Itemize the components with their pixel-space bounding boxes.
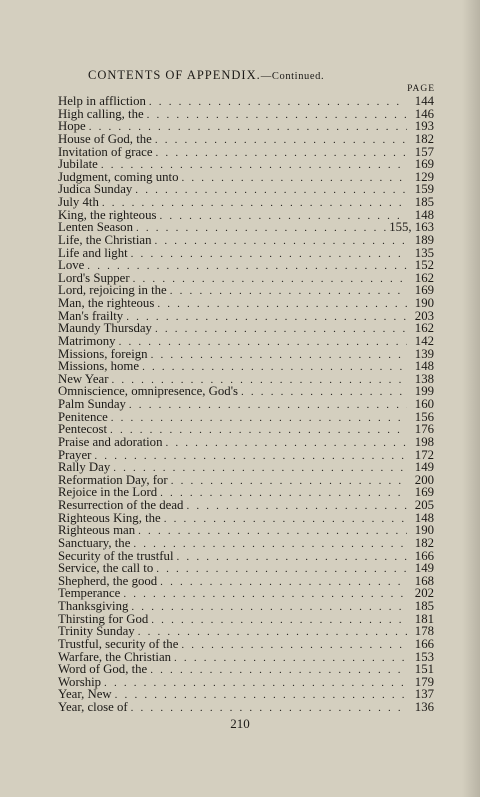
entry-label: Shepherd, the good	[58, 573, 158, 588]
index-entry	[58, 436, 434, 449]
entry-label: Matrimony	[58, 333, 116, 348]
entry-page-number: 193	[414, 119, 434, 134]
entry-label: Hope	[58, 119, 86, 134]
dot-leader	[115, 689, 407, 702]
entry-label: Trinity Sunday	[58, 624, 135, 639]
entry-page-number: 136	[414, 700, 434, 714]
entry-page-number: 181	[414, 611, 434, 626]
entry-label: Pentecost	[58, 422, 108, 437]
index-entry	[58, 259, 434, 272]
dot-leader	[177, 551, 407, 564]
dot-leader	[155, 134, 407, 147]
entry-label: Missions, home	[58, 359, 140, 374]
dot-leader	[133, 273, 407, 286]
entry-page-number: 182	[414, 535, 434, 550]
entry-label: Maundy Thursday	[58, 321, 152, 336]
entry-label: Man, the righteous	[58, 296, 155, 310]
entry-page-number: 168	[414, 573, 434, 588]
entry-page-number: 176	[414, 422, 434, 437]
entry-page-number: 155, 163	[389, 220, 434, 235]
dot-leader	[138, 525, 407, 538]
entry-page-number: 162	[414, 270, 434, 285]
entry-label: Rally Day	[58, 460, 111, 475]
entry-label: Reformation Day, for	[58, 472, 168, 487]
entry-label: Prayer	[58, 447, 92, 462]
entry-page-number: 144	[414, 94, 434, 108]
dot-leader	[181, 639, 407, 652]
entry-label: Judgment, coming unto	[58, 169, 179, 184]
entry-label: Word of God, the	[58, 662, 148, 677]
index-entry	[58, 183, 434, 196]
entry-label: Man's frailty	[58, 308, 124, 323]
entry-page-number: 203	[414, 308, 434, 323]
entry-page-number: 135	[414, 245, 434, 260]
dot-leader	[142, 361, 407, 374]
index-entry	[58, 461, 434, 474]
entry-page-number: 185	[414, 599, 434, 613]
index-entry	[58, 537, 434, 550]
entry-page-number: 169	[414, 485, 434, 500]
dot-leader	[149, 96, 407, 109]
entry-page-number: 142	[414, 333, 434, 348]
dot-leader	[160, 576, 407, 589]
entry-label: Missions, foreign	[58, 346, 148, 361]
dot-leader	[126, 311, 407, 324]
entry-label: Year, New	[58, 687, 112, 702]
entry-page-number: 151	[414, 662, 434, 677]
entry-page-number: 169	[414, 283, 434, 298]
entry-label: Security of the trustful	[58, 548, 174, 563]
entry-page-number: 146	[414, 106, 434, 121]
index-entry	[58, 449, 434, 462]
entry-page-number: 205	[414, 498, 434, 512]
entry-label: Lenten Season	[58, 220, 133, 235]
dot-leader	[131, 702, 407, 715]
entry-page-number: 149	[414, 460, 434, 475]
entry-page-number: 190	[414, 296, 434, 310]
index-entry	[58, 322, 434, 335]
entry-label: Thirsting for God	[58, 611, 149, 626]
heading-continued: —Continued.	[260, 71, 325, 82]
index-entry	[58, 95, 434, 108]
index-entry	[58, 625, 434, 638]
dot-leader	[136, 222, 386, 235]
entry-page-number: 199	[414, 384, 434, 399]
entry-page-number: 178	[414, 624, 434, 639]
index-entry	[58, 247, 434, 260]
dot-leader	[147, 109, 407, 122]
entry-label: Warfare, the Christian	[58, 649, 172, 664]
entry-label: Worship	[58, 674, 102, 689]
entry-page-number: 166	[414, 548, 434, 563]
index-entry	[58, 663, 434, 676]
dot-leader	[94, 450, 407, 463]
entry-label: Trustful, security of the	[58, 636, 179, 651]
entry-page-number: 190	[414, 523, 434, 538]
entry-page-number: 172	[414, 447, 434, 462]
entry-page-number: 179	[414, 674, 434, 689]
index-entry	[58, 676, 434, 689]
dot-leader	[104, 677, 407, 690]
index-entry	[58, 158, 434, 171]
index-entry	[58, 196, 434, 209]
entry-page-number: 149	[414, 561, 434, 576]
dot-leader	[87, 260, 407, 273]
entry-label: House of God, the	[58, 131, 152, 146]
dot-leader	[151, 614, 407, 627]
heading-title: CONTENTS OF APPENDIX.	[88, 68, 261, 82]
page-column-header: PAGE	[407, 84, 435, 94]
index-entry	[58, 398, 434, 411]
index-entry	[58, 600, 434, 613]
entry-label: Lord's Supper	[58, 270, 130, 285]
entry-label: Righteous man	[58, 523, 136, 538]
dot-leader	[156, 147, 407, 160]
entry-label: Lord, rejoicing in the	[58, 283, 167, 298]
entry-page-number: 159	[414, 182, 434, 197]
entry-label: Life and light	[58, 245, 128, 260]
entry-page-number: 160	[414, 397, 434, 411]
dot-leader	[150, 664, 407, 677]
dot-leader	[129, 399, 407, 412]
entry-label: Love	[58, 258, 85, 273]
dot-leader	[165, 437, 407, 450]
entry-label: Judica Sunday	[58, 182, 133, 197]
entry-page-number: 138	[414, 371, 434, 386]
dot-leader	[182, 172, 408, 185]
entry-page-number: 182	[414, 131, 434, 146]
index-entry	[58, 133, 434, 146]
entry-page-number: 169	[414, 157, 434, 172]
index-entry	[58, 562, 434, 575]
entry-page-number: 148	[414, 510, 434, 525]
entry-label: Palm Sunday	[58, 397, 126, 411]
entry-page-number: 157	[414, 144, 434, 159]
entry-page-number: 200	[414, 472, 434, 487]
index-entry	[58, 360, 434, 373]
index-entry	[58, 234, 434, 247]
dot-leader	[155, 323, 407, 336]
page-number: 210	[230, 716, 250, 731]
page-heading	[88, 68, 324, 83]
dot-leader	[157, 298, 407, 311]
entry-page-number: 137	[414, 687, 434, 702]
entry-label: Thanksgiving	[58, 599, 129, 613]
entry-page-number: 189	[414, 232, 434, 247]
entry-label: Sanctuary, the	[58, 535, 131, 550]
dot-leader	[119, 336, 407, 349]
dot-leader	[151, 349, 407, 362]
entry-page-number: 148	[414, 207, 434, 222]
entry-label: Resurrection of the dead	[58, 498, 184, 512]
dot-leader	[123, 588, 407, 601]
entry-page-number: 198	[414, 434, 434, 449]
dot-leader	[156, 563, 407, 576]
index-entry	[58, 499, 434, 512]
index-entry	[58, 120, 434, 133]
dot-leader	[160, 487, 407, 500]
entry-page-number: 148	[414, 359, 434, 374]
dot-leader	[131, 601, 407, 614]
entry-page-number: 129	[414, 169, 434, 184]
entry-page-number: 185	[414, 195, 434, 209]
index-entry	[58, 221, 434, 234]
entry-page-number: 202	[414, 586, 434, 601]
entry-label: Omniscience, omnipresence, God's	[58, 384, 238, 399]
dot-leader	[131, 248, 407, 261]
entry-label: July 4th	[58, 195, 99, 209]
entry-label: Help in affliction	[58, 94, 146, 108]
dot-leader	[171, 475, 407, 488]
dot-leader	[135, 184, 407, 197]
index-entries	[58, 95, 434, 714]
dot-leader	[154, 235, 407, 248]
dot-leader	[159, 210, 407, 223]
entry-label: Jubilate	[58, 157, 98, 172]
entry-page-number: 166	[414, 636, 434, 651]
index-entry	[58, 638, 434, 651]
entry-label: Righteous King, the	[58, 510, 161, 525]
index-entry	[58, 701, 434, 714]
entry-label: New Year	[58, 371, 109, 386]
dot-leader	[186, 500, 407, 513]
dot-leader	[164, 513, 407, 526]
index-entry	[58, 411, 434, 424]
entry-page-number: 139	[414, 346, 434, 361]
entry-label: Service, the call to	[58, 561, 154, 576]
index-entry	[58, 108, 434, 121]
entry-label: Rejoice in the Lord	[58, 485, 158, 500]
entry-label: High calling, the	[58, 106, 144, 121]
entry-page-number: 153	[414, 649, 434, 664]
index-entry	[58, 297, 434, 310]
index-entry	[58, 423, 434, 436]
entry-page-number: 156	[414, 409, 434, 424]
entry-label: Life, the Christian	[58, 232, 152, 247]
index-entry	[58, 524, 434, 537]
index-entry	[58, 335, 434, 348]
entry-page-number: 162	[414, 321, 434, 336]
entry-label: Invitation of grace	[58, 144, 153, 159]
entry-label: Temperance	[58, 586, 121, 601]
entry-label: Year, close of	[58, 700, 128, 714]
dot-leader	[111, 412, 407, 425]
entry-label: King, the righteous	[58, 207, 157, 222]
dot-leader	[174, 652, 407, 665]
dot-leader	[170, 285, 407, 298]
dot-leader	[241, 386, 407, 399]
entry-label: Praise and adoration	[58, 434, 163, 449]
index-entry	[58, 146, 434, 159]
entry-label: Penitence	[58, 409, 108, 424]
entry-page-number: 152	[414, 258, 434, 273]
